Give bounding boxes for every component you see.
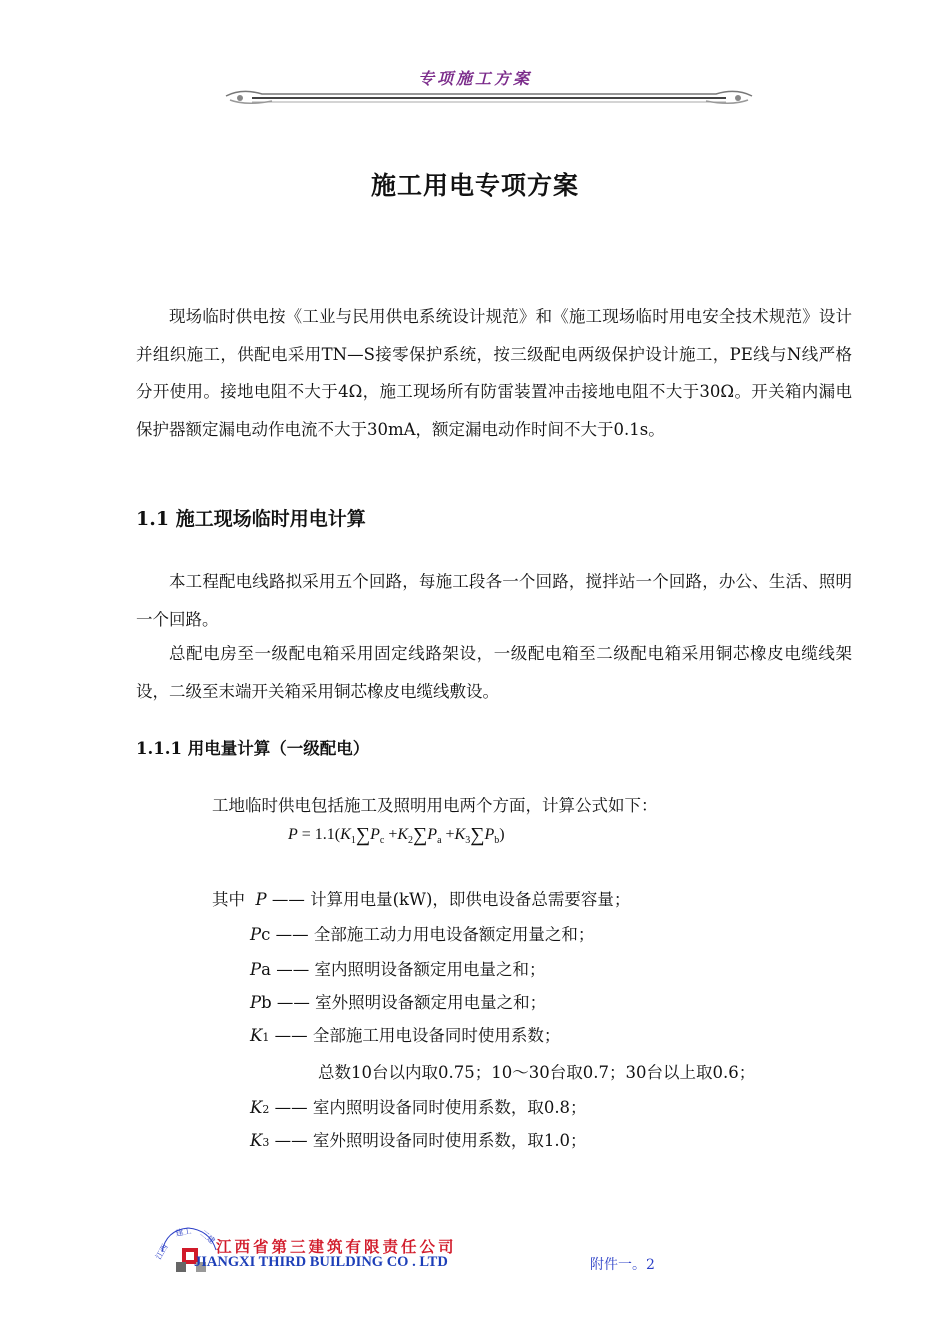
- svg-text:江西: 江西: [153, 1242, 170, 1261]
- section-heading-1-1-1: [136, 735, 369, 759]
- circuits-paragraph: 本工程配电线路拟采用五个回路，每施工段各一个回路，搅拌站一个回路，办公、生活、照明一个回路。: [136, 572, 852, 629]
- definition-pc: Pc —— 全部施工动力用电设备额定用量之和；: [250, 925, 595, 944]
- definition-k3: K3 —— 室外照明设备同时使用系数，取1.0；: [250, 1131, 587, 1150]
- power-formula: $P = 1.1(K_1\sum P_c +K_2\sum P_a +K_3\sum P_b)$: [288, 824, 505, 847]
- document-title: 施工用电专项方案: [370, 171, 579, 200]
- svg-text:三建: 三建: [198, 1228, 217, 1246]
- intro-paragraph: 现场临时供电按《工业与民用供电系统设计规范》和《施工现场临时用电安全技术规范》设计并组织施工，供配电采用TN—S接零保护系统，按三级配电两级保护设计施工，PE线与N线严格分开使用。接地电阻不大于4Ω，施工现场所有防雷装置冲击接地电阻不大于30Ω。开关箱内漏电保护器额定漏电动作电流不大于30mA，额定漏电动作时间不大于0.1s。: [136, 307, 852, 439]
- definition-k1: K1 —— 全部施工用电设备同时使用系数；: [250, 1026, 561, 1045]
- svg-text:建工: 建工: [174, 1226, 193, 1238]
- page-label: 附件一。2: [590, 1257, 655, 1273]
- definition-p: 其中 P —— 计算用电量(kW)，即供电设备总需要容量；: [212, 890, 631, 909]
- formula-lhs: P: [288, 826, 298, 843]
- section-title: 施工现场临时用电计算: [175, 508, 366, 530]
- company-name-cn: 江西省第三建筑有限责任公司: [216, 1238, 457, 1256]
- section-heading-1-1: [136, 504, 366, 531]
- definition-pb: Pb —— 室外照明设备额定用电量之和；: [250, 993, 547, 1012]
- definition-pa: Pa —— 室内照明设备额定用电量之和；: [250, 960, 546, 979]
- sigma-symbol: ∑: [470, 824, 485, 846]
- sigma-symbol: ∑: [355, 824, 371, 846]
- definition-k1-note: 总数10台以内取0.75；10～30台取0.7；30台以上取0.6；: [318, 1063, 756, 1082]
- subsection-title: 用电量计算（一级配电）: [187, 739, 370, 758]
- company-name-en: JIANGXI THIRD BUILDING CO . LTD: [194, 1254, 448, 1270]
- section-number: 1.1: [136, 508, 170, 530]
- header-decorative-rule: [222, 84, 756, 110]
- formula-intro: 工地临时供电包括施工及照明用电两个方面，计算公式如下：: [212, 796, 658, 815]
- definition-k2: K2 —— 室内照明设备同时使用系数，取0.8；: [250, 1098, 587, 1117]
- header-title: 专项施工方案: [417, 69, 532, 88]
- subsection-number: 1.1.1: [136, 739, 182, 758]
- sigma-symbol: ∑: [413, 824, 428, 846]
- wiring-paragraph: 总配电房至一级配电箱采用固定线路架设，一级配电箱至二级配电箱采用铜芯橡皮电缆线架设，二级至末端开关箱采用铜芯橡皮电缆线敷设。: [136, 644, 852, 701]
